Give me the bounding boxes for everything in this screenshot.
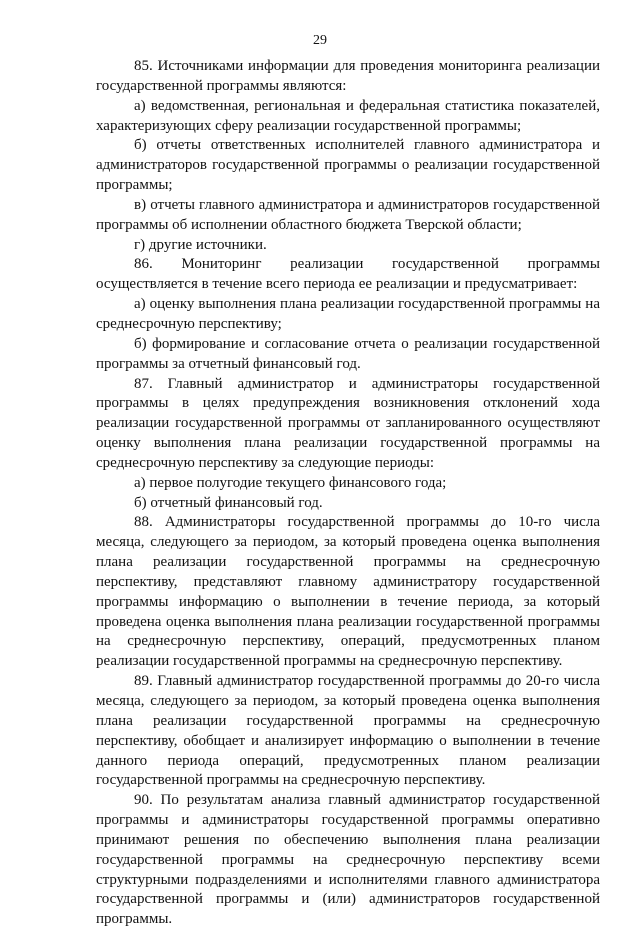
- paragraph-90: 90. По результатам анализа главный администратор государственной программы и администраторы государственной программы оперативно принимают решения по обеспечению выполнения плана реализации государственной программы на среднесрочную перспективу всеми структурными подразделениями и исполнителями главного администратора государственной программы и (или) администраторов государственной программы.: [96, 792, 600, 928]
- document-body: [96, 57, 600, 930]
- page-number: 29: [313, 33, 327, 48]
- paragraph-86-b: б) формирование и согласование отчета о реализации государственной программы за отчетный финансовый год.: [96, 335, 600, 372]
- paragraph-86-a: а) оценку выполнения плана реализации государственной программы на среднесрочную перспективу;: [96, 296, 600, 332]
- paragraph-85-a: а) ведомственная, региональная и федеральная статистика показателей, характеризующих сферу реализации государственной программы;: [96, 97, 600, 134]
- paragraph-86: 86. Мониторинг реализации государственной программы осуществляется в течение всего периода ее реализации и предусматривает:: [96, 256, 600, 293]
- paragraph-85: 85. Источниками информации для проведения мониторинга реализации государственной программы являются:: [96, 58, 600, 94]
- paragraph-85-g: г) другие источники.: [134, 236, 267, 253]
- paragraph-87-a: а) первое полугодие текущего финансового года;: [134, 474, 447, 491]
- paragraph-89: 89. Главный администратор государственной программы до 20-го числа месяца, следующего за периодом, за который проведена оценка выполнения плана реализации государственной программы на среднесрочную перспективу, обобщает и анализирует информацию о выполнении в течение данного периода операций, предусмотренных планом реализации государственной программы на среднесрочную перспективу.: [96, 673, 600, 789]
- paragraph-85-v: в) отчеты главного администратора и администраторов государственной программы об исполнении областного бюджета Тверской области;: [96, 196, 600, 233]
- paragraph-88: 88. Администраторы государственной программы до 10-го числа месяца, следующего за периодом, за который проведена оценка выполнения плана реализации государственной программы на среднесрочную перспективу, представляют главному администратору государственной программы информацию о выполнении в течение периода, за который проведена оценка выполнения плана реализации государственной программы на среднесрочную перспективу, операций, предусмотренных планом реализации государственной программы на среднесрочную перспективу.: [96, 514, 600, 670]
- paragraph-87: 87. Главный администратор и администраторы государственной программы в целях предупреждения возникновения отклонений хода реализации государственной программы от запланированного осуществляют оценку выполнения плана реализации государственной программы на среднесрочную перспективу за следующие периоды:: [96, 375, 600, 471]
- paragraph-87-b: б) отчетный финансовый год.: [134, 494, 323, 511]
- paragraph-85-b: б) отчеты ответственных исполнителей главного администратора и администраторов государственной программы о реализации государственной программы;: [96, 137, 600, 194]
